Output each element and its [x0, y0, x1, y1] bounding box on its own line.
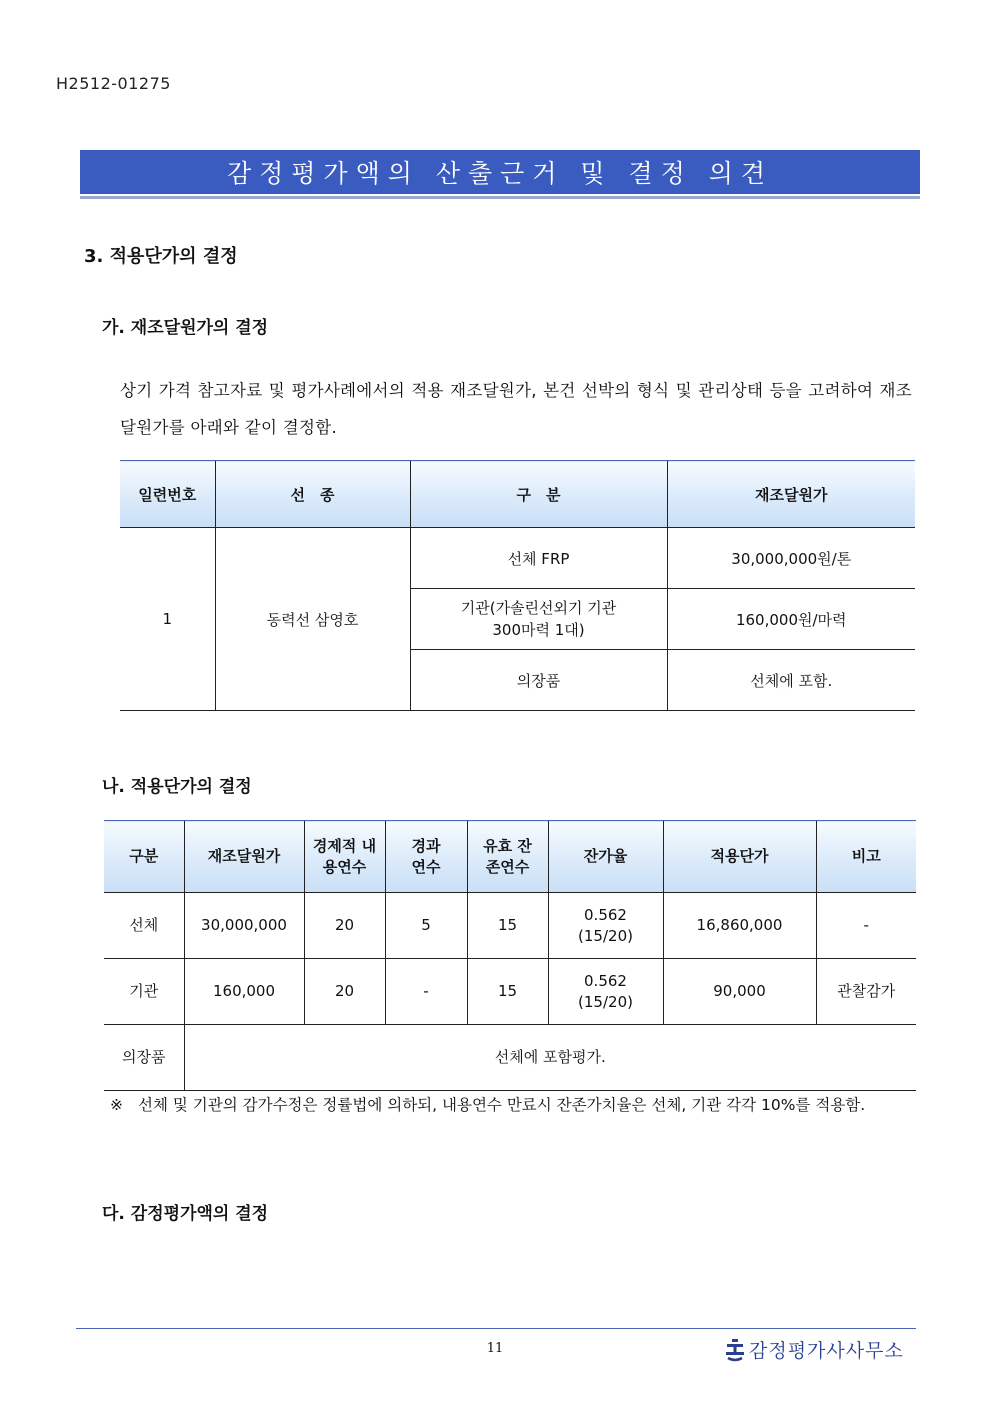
header-remarks: 비고	[816, 821, 916, 893]
section-3-heading: 3. 적용단가의 결정	[84, 246, 238, 267]
cost-cell: 160,000	[184, 959, 304, 1025]
section-b-heading: 나. 적용단가의 결정	[102, 777, 252, 797]
page-title-bar	[80, 150, 920, 194]
rate-cell	[548, 893, 663, 959]
item-cell: 의장품	[104, 1025, 184, 1091]
page-number: 11	[486, 1341, 504, 1356]
section-a-heading: 가. 재조달원가의 결정	[102, 318, 269, 338]
cost-cell: 30,000,000원/톤	[667, 528, 915, 589]
table-row	[104, 959, 916, 1025]
rate-value: 0.562	[584, 971, 627, 990]
remarks-cell: 관찰감가	[816, 959, 916, 1025]
section-a-paragraph: 상기 가격 참고자료 및 평가사례에서의 적용 재조달원가, 본건 선박의 형식 및 관리상태 등을 고려하여 재조달원가를 아래와 같이 결정함.	[120, 381, 912, 437]
table-header-row	[120, 461, 915, 528]
remarks-cell: -	[816, 893, 916, 959]
rate-formula: (15/20)	[578, 992, 633, 1011]
item-cell: 선체	[104, 893, 184, 959]
category-cell: 기관(가솔린선외기 기관 300마력 1대)	[410, 589, 667, 650]
footnote	[110, 1094, 910, 1117]
remaining-cell: 15	[467, 893, 548, 959]
category-cell: 선체 FRP	[410, 528, 667, 589]
unit-price-cell: 16,860,000	[663, 893, 816, 959]
header-item: 구분	[104, 821, 184, 893]
office-signature	[724, 1336, 904, 1363]
unit-price-cell: 90,000	[663, 959, 816, 1025]
category-cell: 의장품	[410, 650, 667, 711]
life-cell: 20	[304, 959, 385, 1025]
title-underline	[80, 196, 920, 199]
elapsed-cell: -	[385, 959, 467, 1025]
header-residual-rate: 잔가율	[548, 821, 663, 893]
item-cell: 기관	[104, 959, 184, 1025]
section-c-heading: 다. 감정평가액의 결정	[102, 1204, 269, 1224]
remaining-cell: 15	[467, 959, 548, 1025]
replacement-cost-table	[120, 460, 915, 711]
rate-formula: (15/20)	[578, 926, 633, 945]
header-serial: 일련번호	[120, 461, 215, 528]
reference-mark: ※	[110, 1096, 123, 1114]
footnote-text: 선체 및 기관의 감가수정은 정률법에 의하되, 내용연수 만료시 잔존가치율은 선체, 기관 각각 10%를 적용함.	[138, 1096, 866, 1114]
cost-cell: 선체에 포함.	[667, 650, 915, 711]
office-logo-icon	[724, 1338, 746, 1362]
header-unit-price: 적용단가	[663, 821, 816, 893]
header-economic-life: 경제적 내용연수	[304, 821, 385, 893]
ship-type-cell: 동력선 삼영호	[215, 528, 410, 711]
page-title: 감정평가액의 산출근거 및 결정 의견	[226, 159, 774, 188]
document-id: H2512-01275	[56, 74, 171, 93]
elapsed-cell: 5	[385, 893, 467, 959]
table-header-row	[104, 821, 916, 893]
header-category: 구 분	[410, 461, 667, 528]
rate-cell	[548, 959, 663, 1025]
table-row	[104, 893, 916, 959]
office-name: 감정평가사사무소	[749, 1340, 904, 1362]
footer-rule	[76, 1328, 916, 1329]
life-cell: 20	[304, 893, 385, 959]
header-elapsed-years: 경과 연수	[385, 821, 467, 893]
header-replacement-cost: 재조달원가	[184, 821, 304, 893]
header-remaining-life: 유효 잔존연수	[467, 821, 548, 893]
header-replacement-cost: 재조달원가	[667, 461, 915, 528]
table-row	[120, 528, 915, 589]
rate-value: 0.562	[584, 905, 627, 924]
applied-unit-price-table	[104, 820, 916, 1091]
cost-cell: 160,000원/마력	[667, 589, 915, 650]
merged-cell: 선체에 포함평가.	[184, 1025, 916, 1091]
serial-cell: 1	[120, 528, 215, 711]
header-ship-type: 선 종	[215, 461, 410, 528]
table-row	[104, 1025, 916, 1091]
cost-cell: 30,000,000	[184, 893, 304, 959]
